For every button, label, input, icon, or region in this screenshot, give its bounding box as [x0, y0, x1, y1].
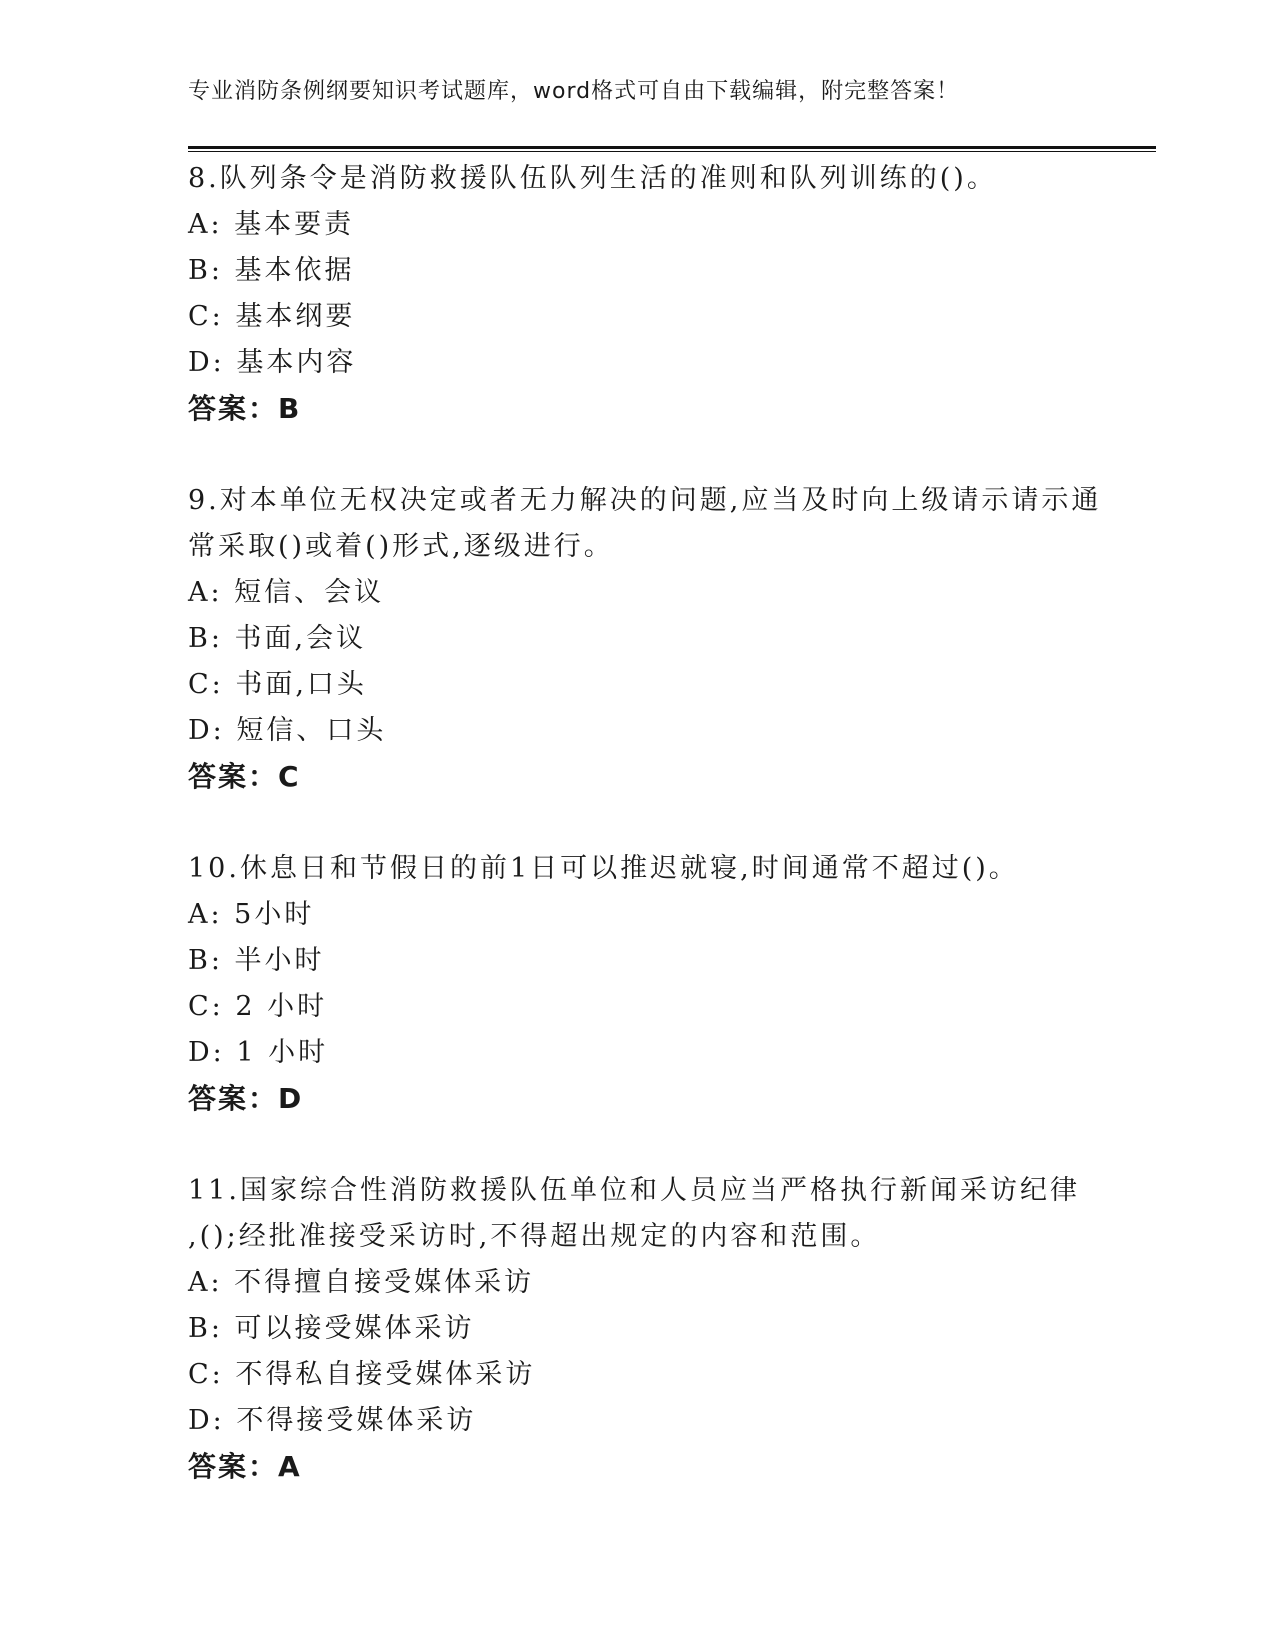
- question-10: [188, 846, 1088, 1122]
- question-8: [188, 156, 1088, 432]
- question-9: [188, 478, 1102, 800]
- question-stem: 10.休息日和节假日的前1日可以推迟就寝,时间通常不超过()。: [188, 853, 1019, 884]
- question-stem: 8.队列条令是消防救援队伍队列生活的准则和队列训练的()。: [188, 163, 997, 194]
- answer: 答案：A: [188, 1450, 302, 1483]
- option-b: B: 半小时: [188, 945, 325, 976]
- option-b: B: 书面,会议: [188, 623, 367, 654]
- option-c: C: 书面,口头: [188, 669, 367, 700]
- option-d: D: 基本内容: [188, 347, 357, 378]
- answer: 答案：B: [188, 392, 302, 425]
- page-header: 专业消防条例纲要知识考试题库，word格式可自由下载编辑，附完整答案！: [188, 79, 960, 104]
- question-stem: 9.对本单位无权决定或者无力解决的问题,应当及时向上级请示请示通: [188, 485, 1102, 516]
- header-rule: [188, 146, 1156, 152]
- option-a: A: 5小时: [188, 899, 315, 930]
- answer: 答案：D: [188, 1082, 304, 1115]
- option-c: C: 基本纲要: [188, 301, 356, 332]
- option-a: A: 不得擅自接受媒体采访: [188, 1267, 535, 1298]
- option-c: C: 2 小时: [188, 991, 328, 1022]
- option-b: B: 可以接受媒体采访: [188, 1313, 475, 1344]
- option-a: A: 基本要责: [188, 209, 355, 240]
- option-c: C: 不得私自接受媒体采访: [188, 1359, 536, 1390]
- option-b: B: 基本依据: [188, 255, 355, 286]
- question-stem: 11.国家综合性消防救援队伍单位和人员应当严格执行新闻采访纪律: [188, 1175, 1080, 1206]
- answer: 答案：C: [188, 760, 301, 793]
- option-a: A: 短信、会议: [188, 577, 385, 608]
- question-11: [188, 1168, 1088, 1490]
- option-d: D: 短信、口头: [188, 715, 387, 746]
- question-stem-continued: ,();经批准接受采访时,不得超出规定的内容和范围。: [188, 1221, 881, 1252]
- question-list: [188, 156, 1102, 1536]
- option-d: D: 不得接受媒体采访: [188, 1405, 477, 1436]
- option-d: D: 1 小时: [188, 1037, 329, 1068]
- question-stem-continued: 常采取()或着()形式,逐级进行。: [188, 531, 614, 562]
